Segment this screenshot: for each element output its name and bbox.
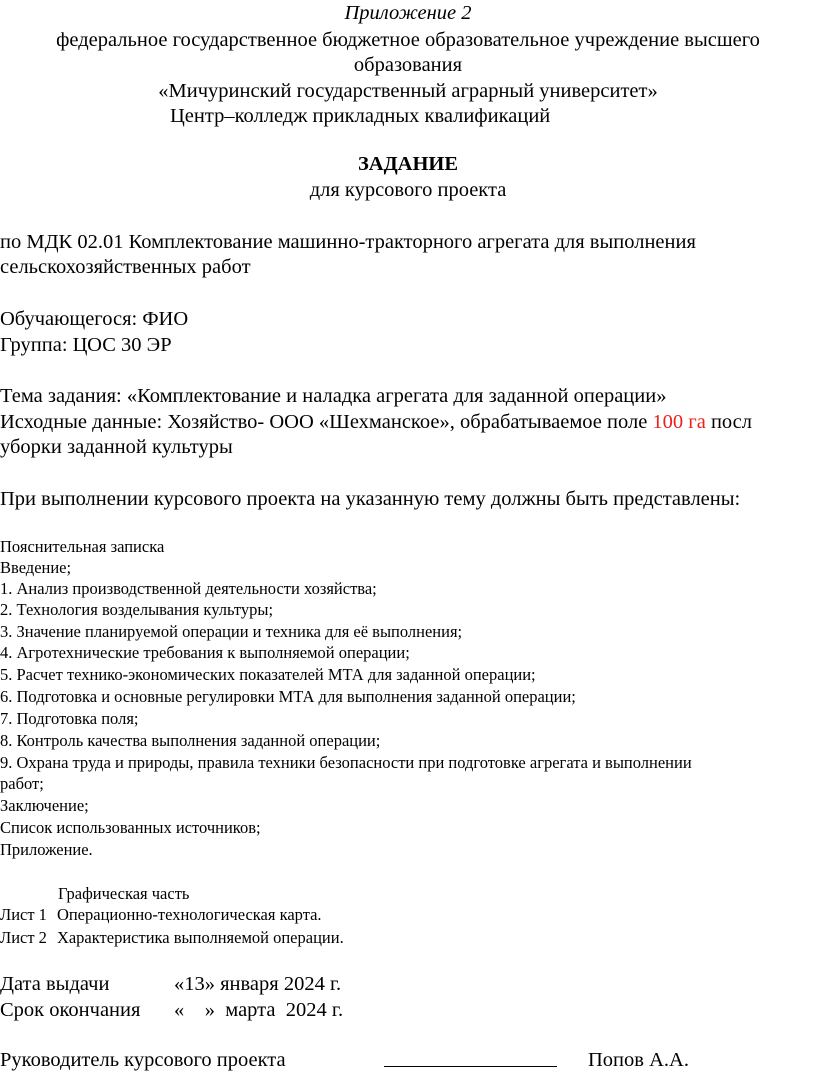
- graphics-sheet: [0, 928, 344, 948]
- note-item: 9. Охрана труда и природы, правила техники безопасности при подготовке агрегата и выполнении: [0, 753, 692, 772]
- sheet-text: Характеристика выполняемой операции.: [56, 928, 344, 947]
- supervisor-name: Попов А.А.: [588, 1049, 689, 1071]
- sheet-text: Операционно-технологическая карта.: [56, 905, 322, 924]
- source-data-line-1: [0, 411, 752, 434]
- course-line-1: по МДК 02.01 Комплектование машинно-тракторного агрегата для выполнения: [0, 231, 696, 253]
- document-heading: ЗАДАНИЕ: [357, 153, 459, 175]
- note-item: 5. Расчет технико-экономических показателей МТА для заданной операции;: [0, 665, 536, 684]
- note-item: 4. Агротехнические требования к выполняемой операции;: [0, 643, 410, 662]
- signature-line: [384, 1050, 557, 1072]
- document-subheading: для курсового проекта: [309, 179, 507, 201]
- deadline-label: Срок окончания: [0, 999, 141, 1021]
- issue-date-label: Дата выдачи: [0, 973, 110, 995]
- source-data-suffix: посл: [705, 411, 752, 433]
- note-intro: Введение;: [0, 558, 72, 577]
- graphics-title: Графическая часть: [58, 884, 190, 903]
- student-group: Группа: ЦОС 30 ЭР: [0, 334, 172, 356]
- note-appendix: Приложение.: [0, 840, 93, 859]
- source-data-prefix: Исходные данные: Хозяйство- ООО «Шехманское», обрабатываемое поле: [0, 411, 653, 433]
- field-area-highlight: 100 га: [652, 411, 706, 433]
- assignment-topic: Тема задания: «Комплектование и наладка агрегата для заданной операции»: [0, 385, 667, 407]
- note-item: 6. Подготовка и основные регулировки МТА для выполнения заданной операции;: [0, 687, 576, 706]
- note-item: 2. Технология возделывания культуры;: [0, 600, 274, 619]
- center-name: Центр–колледж прикладных квалификаций: [170, 105, 551, 127]
- source-data-line-2: уборки заданной культуры: [0, 436, 233, 458]
- requirements-intro: При выполнении курсового проекта на указанную тему должны быть представлены:: [0, 488, 741, 510]
- note-item: 1. Анализ производственной деятельности хозяйства;: [0, 579, 377, 598]
- sheet-label: Лист 1: [0, 905, 47, 924]
- note-item: работ;: [0, 774, 44, 793]
- organization-line-1: федеральное государственное бюджетное образовательное учреждение высшего: [56, 29, 760, 51]
- course-line-2: сельскохозяйственных работ: [0, 256, 251, 278]
- note-item: 8. Контроль качества выполнения заданной операции;: [0, 731, 381, 750]
- university-name: «Мичуринский государственный аграрный университет»: [158, 80, 658, 102]
- graphics-sheet: [0, 905, 322, 925]
- supervisor-label: Руководитель курсового проекта: [0, 1049, 286, 1071]
- note-item: 3. Значение планируемой операции и техника для её выполнения;: [0, 622, 463, 641]
- sheet-label: Лист 2: [0, 928, 47, 947]
- note-title: Пояснительная записка: [0, 537, 165, 556]
- deadline-value: « » марта 2024 г.: [174, 999, 344, 1021]
- note-item: 7. Подготовка поля;: [0, 709, 139, 728]
- student-name: Обучающегося: ФИО: [0, 308, 189, 330]
- issue-date-value: «13» января 2024 г.: [174, 973, 342, 995]
- appendix-label: Приложение 2: [344, 2, 472, 24]
- note-sources: Список использованных источников;: [0, 818, 261, 837]
- note-conclusion: Заключение;: [0, 796, 89, 815]
- organization-line-2: образования: [353, 54, 463, 76]
